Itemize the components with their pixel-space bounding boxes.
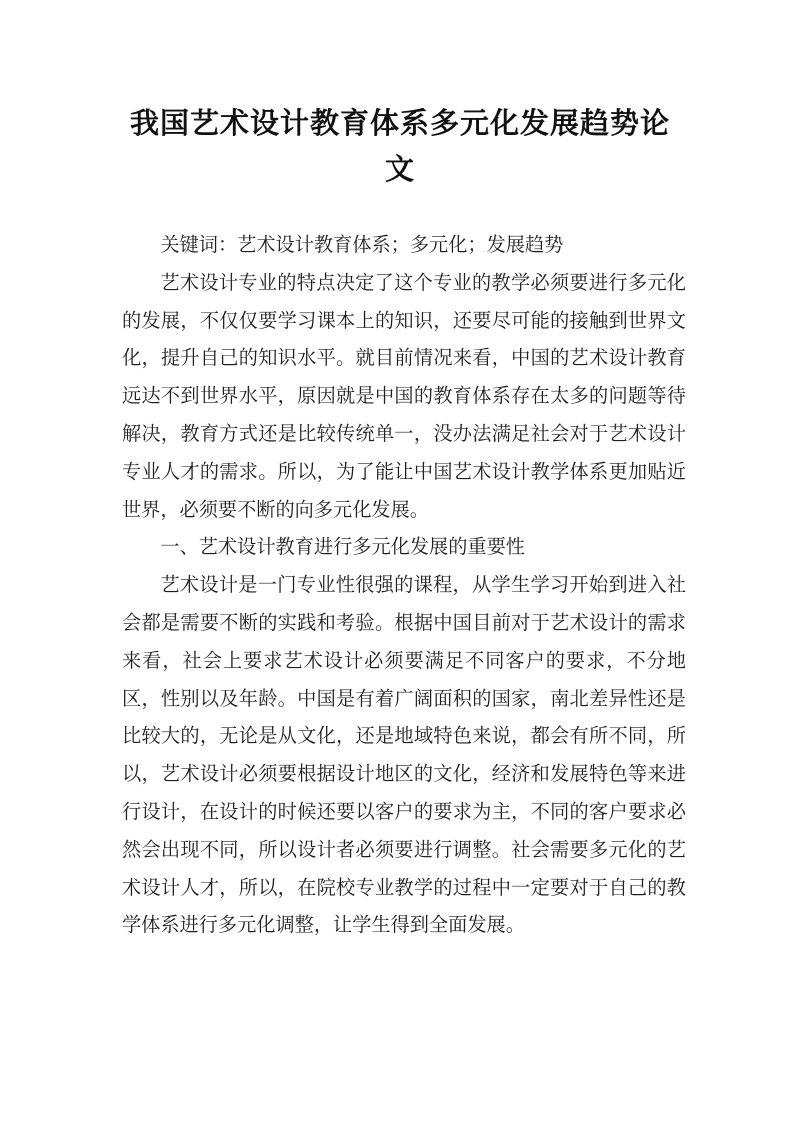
document-title: 我国艺术设计教育体系多元化发展趋势论文 xyxy=(129,106,670,186)
keywords-line: 关键词：艺术设计教育体系；多元化；发展趋势 xyxy=(160,233,564,256)
document-body xyxy=(122,226,686,944)
paragraph-importance: 艺术设计是一门专业性很强的课程，从学生学习开始到进入社会都是需要不断的实践和考验。根据中国目前对于艺术设计的需求来看，社会上要求艺术设计必须要满足不同客户的要求，不分地区，性别以及年龄。中国是有着广阔面积的国家，南北差异性还是比较大的，无论是从文化，还是地域特色来说，都会有所不同，所以，艺术设计必须要根据设计地区的文化，经济和发展特色等来进行设计，在设计的时候还要以客户的要求为主，不同的客户要求必然会出现不同，所以设计者必须要进行调整。社会需要多元化的艺术设计人才，所以，在院校专业教学的过程中一定要对于自己的教学体系进行多元化调整，让学生得到全面发展。 xyxy=(122,573,686,937)
section-heading: 一、艺术设计教育进行多元化发展的重要性 xyxy=(160,535,525,559)
paragraph-intro: 艺术设计专业的特点决定了这个专业的教学必须要进行多元化的发展，不仅仅要学习课本上的知识，还要尽可能的接触到世界文化，提升自己的知识水平。就目前情况来看，中国的艺术设计教育远达不到世界水平，原因就是中国的教育体系存在太多的问题等待解决，教育方式还是比较传统单一，没办法满足社会对于艺术设计专业人才的需求。所以，为了能让中国艺术设计教学体系更加贴近世界，必须要不断的向多元化发展。 xyxy=(122,270,686,521)
